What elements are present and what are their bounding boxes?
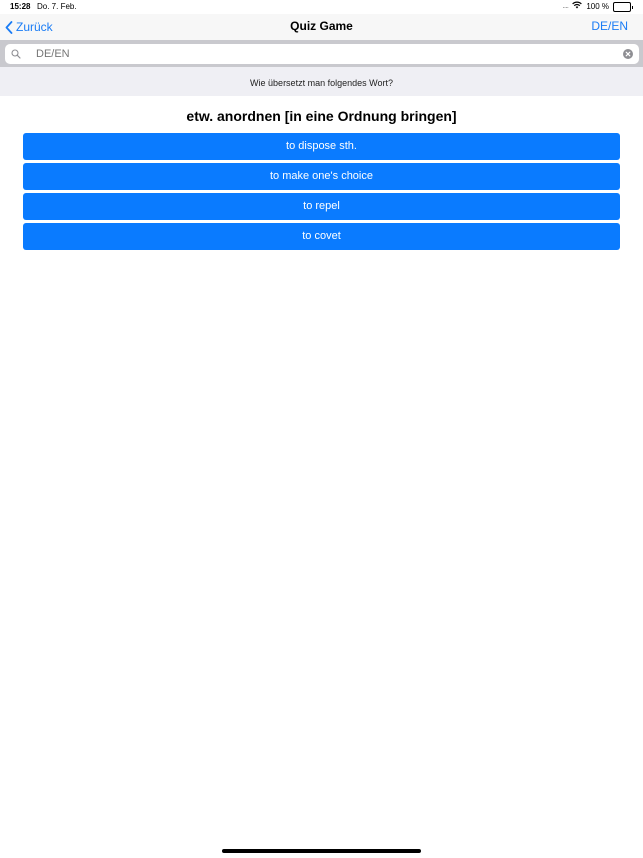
quiz-prompt: Wie übersetzt man folgendes Wort? [0,67,643,96]
search-input[interactable] [36,46,596,62]
status-date: Do. 7. Feb. [37,2,77,11]
status-time: 15:28 [10,2,31,11]
answer-button-4[interactable]: to covet [23,223,620,250]
answer-list [23,133,620,253]
answer-button-3[interactable]: to repel [23,193,620,220]
search-icon [11,49,21,59]
back-label: Zurück [16,20,53,34]
home-indicator[interactable] [222,849,421,853]
page-title: Quiz Game [290,19,353,33]
status-bar [0,0,643,14]
clear-icon[interactable] [623,49,633,59]
search-bar [0,40,643,67]
search-field[interactable] [5,44,639,64]
battery-icon [613,2,631,12]
signal-indicator: .... [562,3,569,10]
navigation-bar [0,14,643,40]
answer-button-2[interactable]: to make one's choice [23,163,620,190]
quiz-question: etw. anordnen [in eine Ordnung bringen] [186,108,457,124]
language-button[interactable]: DE/EN [591,19,628,33]
status-indicators [563,0,633,14]
answer-button-1[interactable]: to dispose sth. [23,133,620,160]
battery-percent: 100 % [586,2,609,11]
wifi-icon [572,0,582,14]
